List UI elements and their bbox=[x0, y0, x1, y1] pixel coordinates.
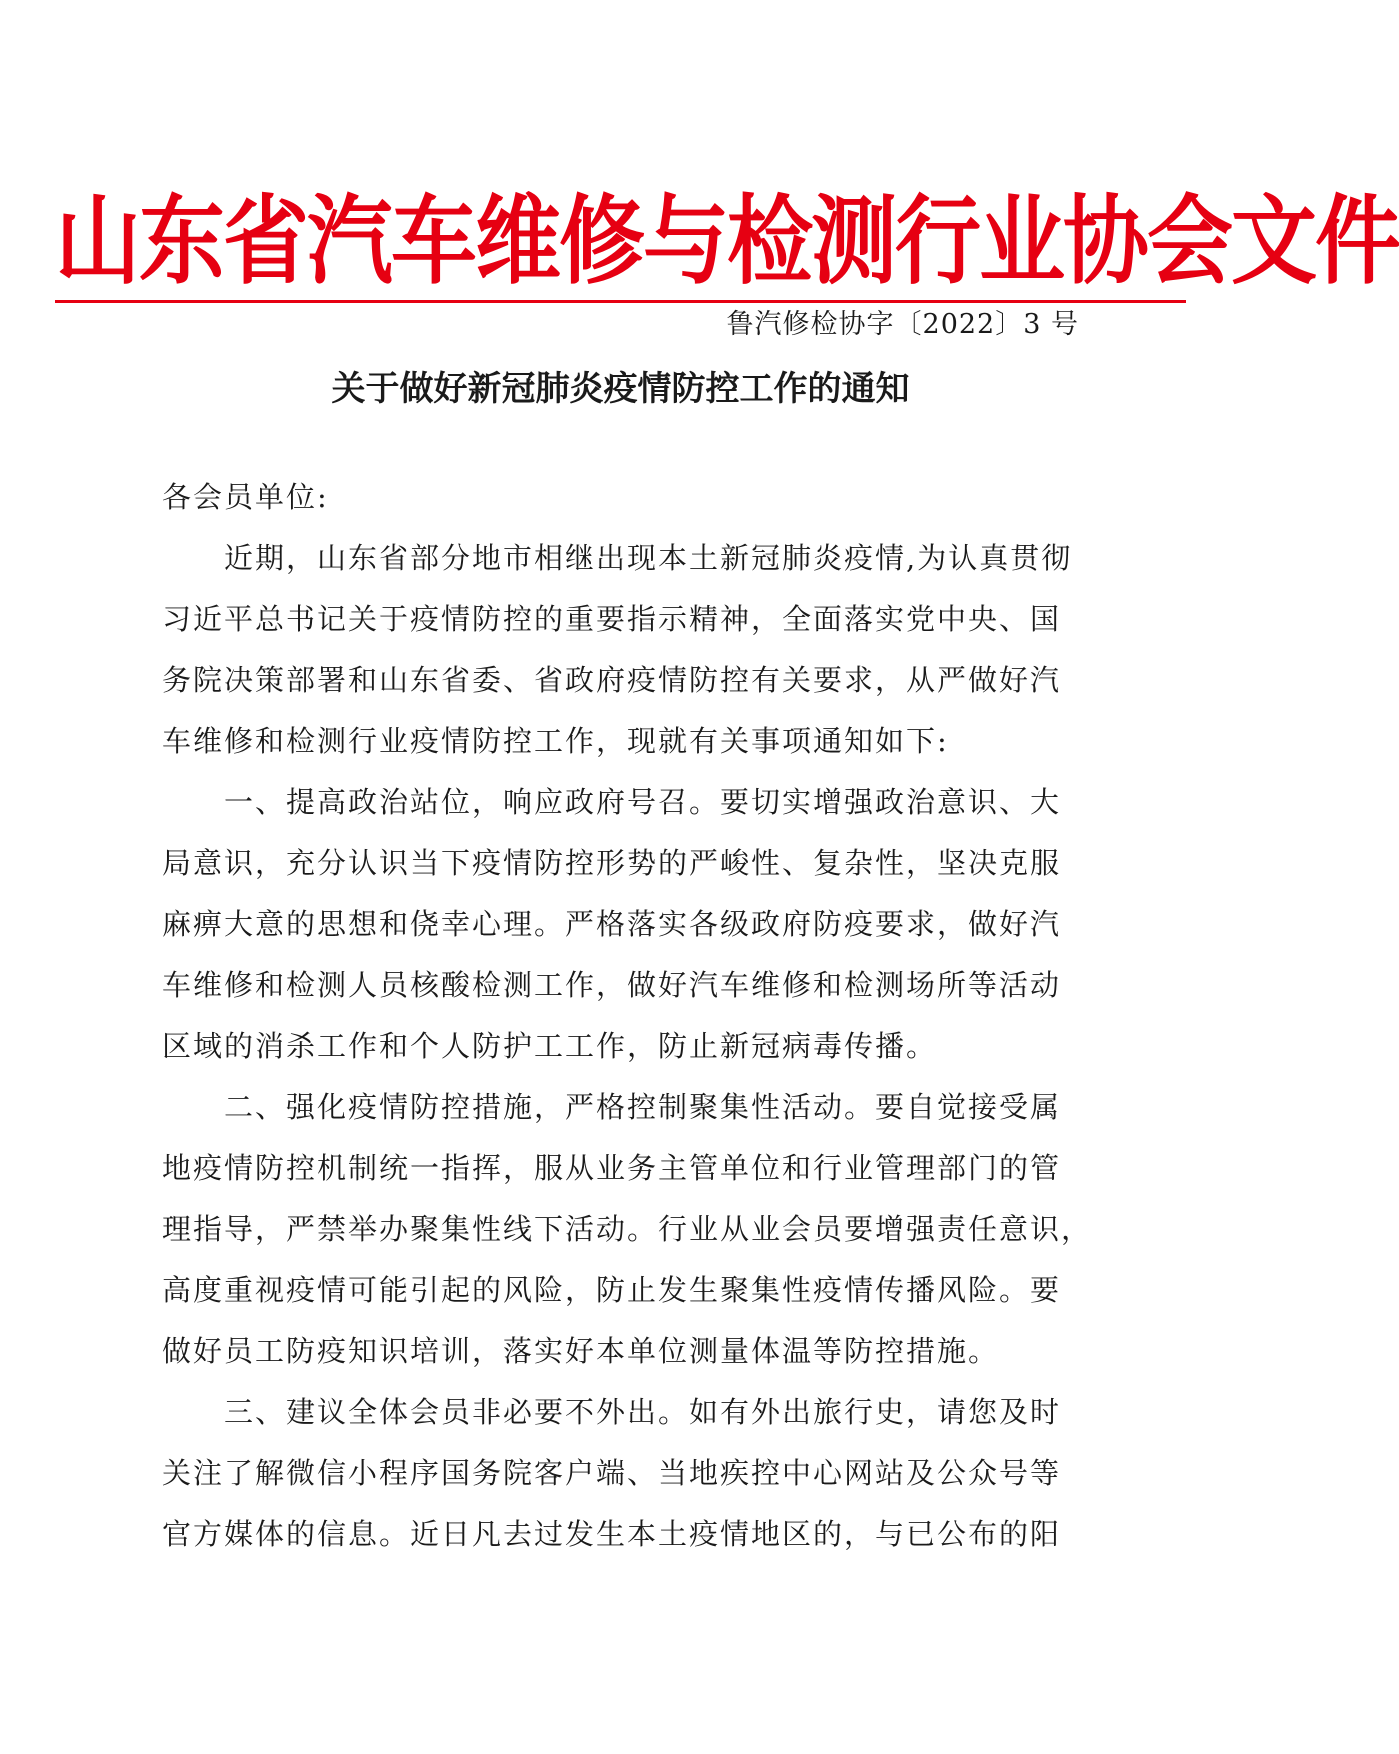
document-body bbox=[162, 468, 1093, 1565]
paragraph-line: 区域的消杀工作和个人防护工工作，防止新冠病毒传播。 bbox=[162, 1029, 938, 1063]
paragraph-line: 一、提高政治站位，响应政府号召。要切实增强政治意识、大 bbox=[162, 785, 1062, 819]
paragraph-line: 局意识，充分认识当下疫情防控形势的严峻性、复杂性，坚决克服 bbox=[162, 846, 1062, 880]
paragraph-line: 车维修和检测行业疫情防控工作，现就有关事项通知如下: bbox=[162, 724, 949, 758]
paragraph-line: 关注了解微信小程序国务院客户端、当地疾控中心网站及公众号等 bbox=[162, 1456, 1062, 1490]
document-number: 鲁汽修检协字〔2022〕3 号 bbox=[726, 309, 1079, 340]
paragraph-line: 近期，山东省部分地市相继出现本土新冠肺炎疫情,为认真贯彻 bbox=[162, 541, 1073, 575]
document-masthead: 山东省汽车维修与检测行业协会文件 bbox=[55, 186, 1399, 298]
paragraph-item-3 bbox=[162, 1382, 1082, 1565]
document-title: 关于做好新冠肺炎疫情防控工作的通知 bbox=[331, 369, 910, 409]
paragraph-line: 地疫情防控机制统一指挥，服从业务主管单位和行业管理部门的管 bbox=[162, 1151, 1062, 1185]
paragraph-line: 官方媒体的信息。近日凡去过发生本土疫情地区的，与已公布的阳 bbox=[162, 1517, 1062, 1551]
paragraph-line: 二、强化疫情防控措施，严格控制聚集性活动。要自觉接受属 bbox=[162, 1090, 1062, 1124]
salutation: 各会员单位: bbox=[162, 480, 329, 514]
paragraph-line: 务院决策部署和山东省委、省政府疫情防控有关要求，从严做好汽 bbox=[162, 663, 1062, 697]
paragraph-line: 做好员工防疫知识培训，落实好本单位测量体温等防控措施。 bbox=[162, 1334, 1000, 1368]
paragraph-intro bbox=[162, 528, 1082, 772]
paragraph-line: 车维修和检测人员核酸检测工作，做好汽车维修和检测场所等活动 bbox=[162, 968, 1062, 1002]
paragraph-item-1 bbox=[162, 772, 1082, 1077]
paragraph-line: 高度重视疫情可能引起的风险，防止发生聚集性疫情传播风险。要 bbox=[162, 1273, 1062, 1307]
paragraph-line: 理指导，严禁举办聚集性线下活动。行业从业会员要增强责任意识， bbox=[162, 1212, 1093, 1246]
masthead-red-rule bbox=[55, 300, 1186, 303]
paragraph-line: 麻痹大意的思想和侥幸心理。严格落实各级政府防疫要求，做好汽 bbox=[162, 907, 1062, 941]
paragraph-line: 习近平总书记关于疫情防控的重要指示精神，全面落实党中央、国 bbox=[162, 602, 1062, 636]
paragraph-item-2 bbox=[162, 1077, 1093, 1382]
paragraph-line: 三、建议全体会员非必要不外出。如有外出旅行史，请您及时 bbox=[162, 1395, 1062, 1429]
